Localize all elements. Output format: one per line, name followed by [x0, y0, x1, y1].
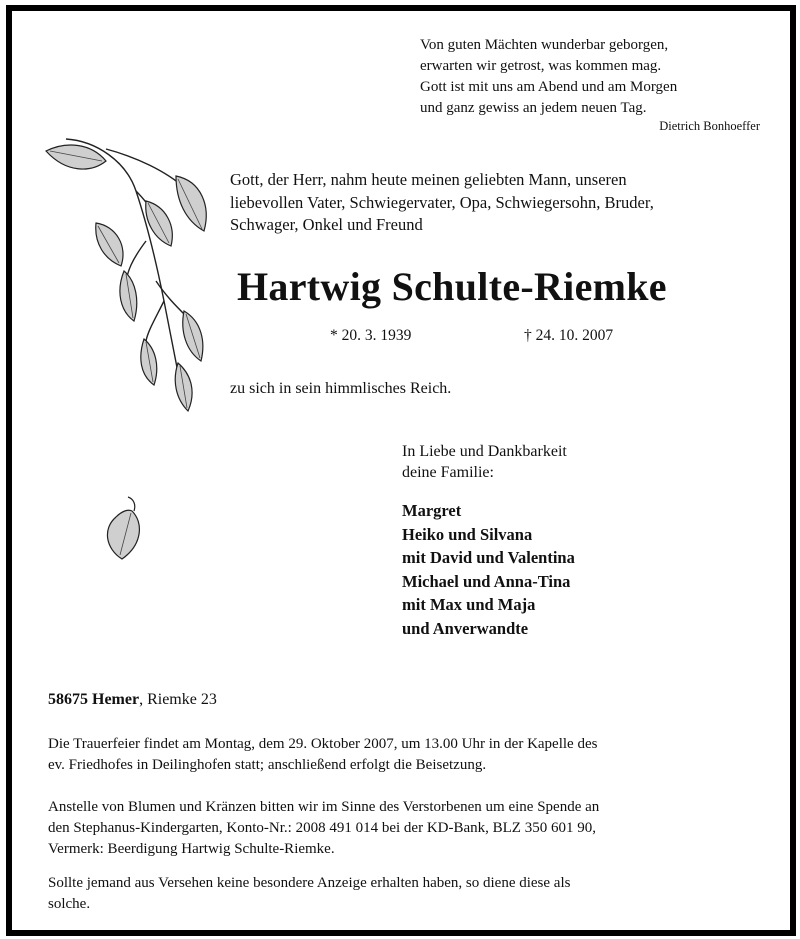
intro-line: Gott, der Herr, nahm heute meinen geliebten Mann, unseren	[230, 170, 627, 189]
family-member: mit David und Valentina	[402, 548, 575, 567]
poem-line: und ganz gewiss an jedem neuen Tag.	[420, 100, 647, 116]
paragraph-line: den Stephanus-Kindergarten, Konto-Nr.: 2008 491 014 bei der KD-Bank, BLZ 350 601 90,	[48, 820, 596, 836]
notice-paragraph	[48, 873, 758, 915]
family-member: Margret	[402, 501, 462, 520]
poem-line: Von guten Mächten wunderbar geborgen,	[420, 37, 669, 53]
poem-author: Dietrich Bonhoeffer	[659, 119, 760, 133]
falling-leaf-illustration	[98, 493, 148, 565]
paragraph-line: Vermerk: Beerdigung Hartwig Schulte-Riemke.	[48, 841, 335, 857]
paragraph-line: Die Trauerfeier findet am Montag, dem 29. Oktober 2007, um 13.00 Uhr in der Kapelle des	[48, 736, 598, 752]
address-street: , Riemke 23	[139, 691, 217, 708]
donation-paragraph	[48, 797, 758, 860]
poem-line: Gott ist mit uns am Abend und am Morgen	[420, 79, 678, 95]
birth-date: * 20. 3. 1939	[330, 327, 412, 344]
family-member: mit Max und Maja	[402, 595, 536, 614]
thanks-text	[402, 441, 567, 483]
obituary-notice	[6, 5, 796, 936]
death-date: † 24. 10. 2007	[524, 327, 614, 344]
intro-line: liebevollen Vater, Schwiegervater, Opa, Schwiegersohn, Bruder,	[230, 192, 654, 212]
intro-text	[230, 169, 775, 237]
family-list	[402, 499, 575, 640]
poem	[420, 35, 677, 119]
closing-phrase: zu sich in sein himmlisches Reich.	[230, 380, 452, 397]
family-member: und Anverwandte	[402, 618, 529, 638]
address	[48, 691, 217, 709]
family-member: Heiko und Silvana	[402, 524, 533, 544]
birch-branch-illustration	[36, 131, 226, 421]
address-city: 58675 Hemer	[48, 691, 140, 708]
deceased-name: Hartwig Schulte-Riemke	[237, 264, 667, 309]
paragraph-line: Anstelle von Blumen und Kränzen bitten wir im Sinne des Verstorbenen um eine Spende an	[48, 799, 600, 815]
intro-line: Schwager, Onkel und Freund	[230, 215, 423, 234]
paragraph-line: solche.	[48, 896, 91, 912]
family-member: Michael und Anna-Tina	[402, 571, 571, 591]
thanks-line: deine Familie:	[402, 464, 494, 481]
poem-line: erwarten wir getrost, was kommen mag.	[420, 58, 662, 74]
paragraph-line: ev. Friedhofes in Deilinghofen statt; anschließend erfolgt die Beisetzung.	[48, 757, 487, 773]
paragraph-line: Sollte jemand aus Versehen keine besondere Anzeige erhalten haben, so diene diese als	[48, 875, 571, 891]
funeral-paragraph	[48, 734, 758, 776]
thanks-line: In Liebe und Dankbarkeit	[402, 443, 567, 460]
